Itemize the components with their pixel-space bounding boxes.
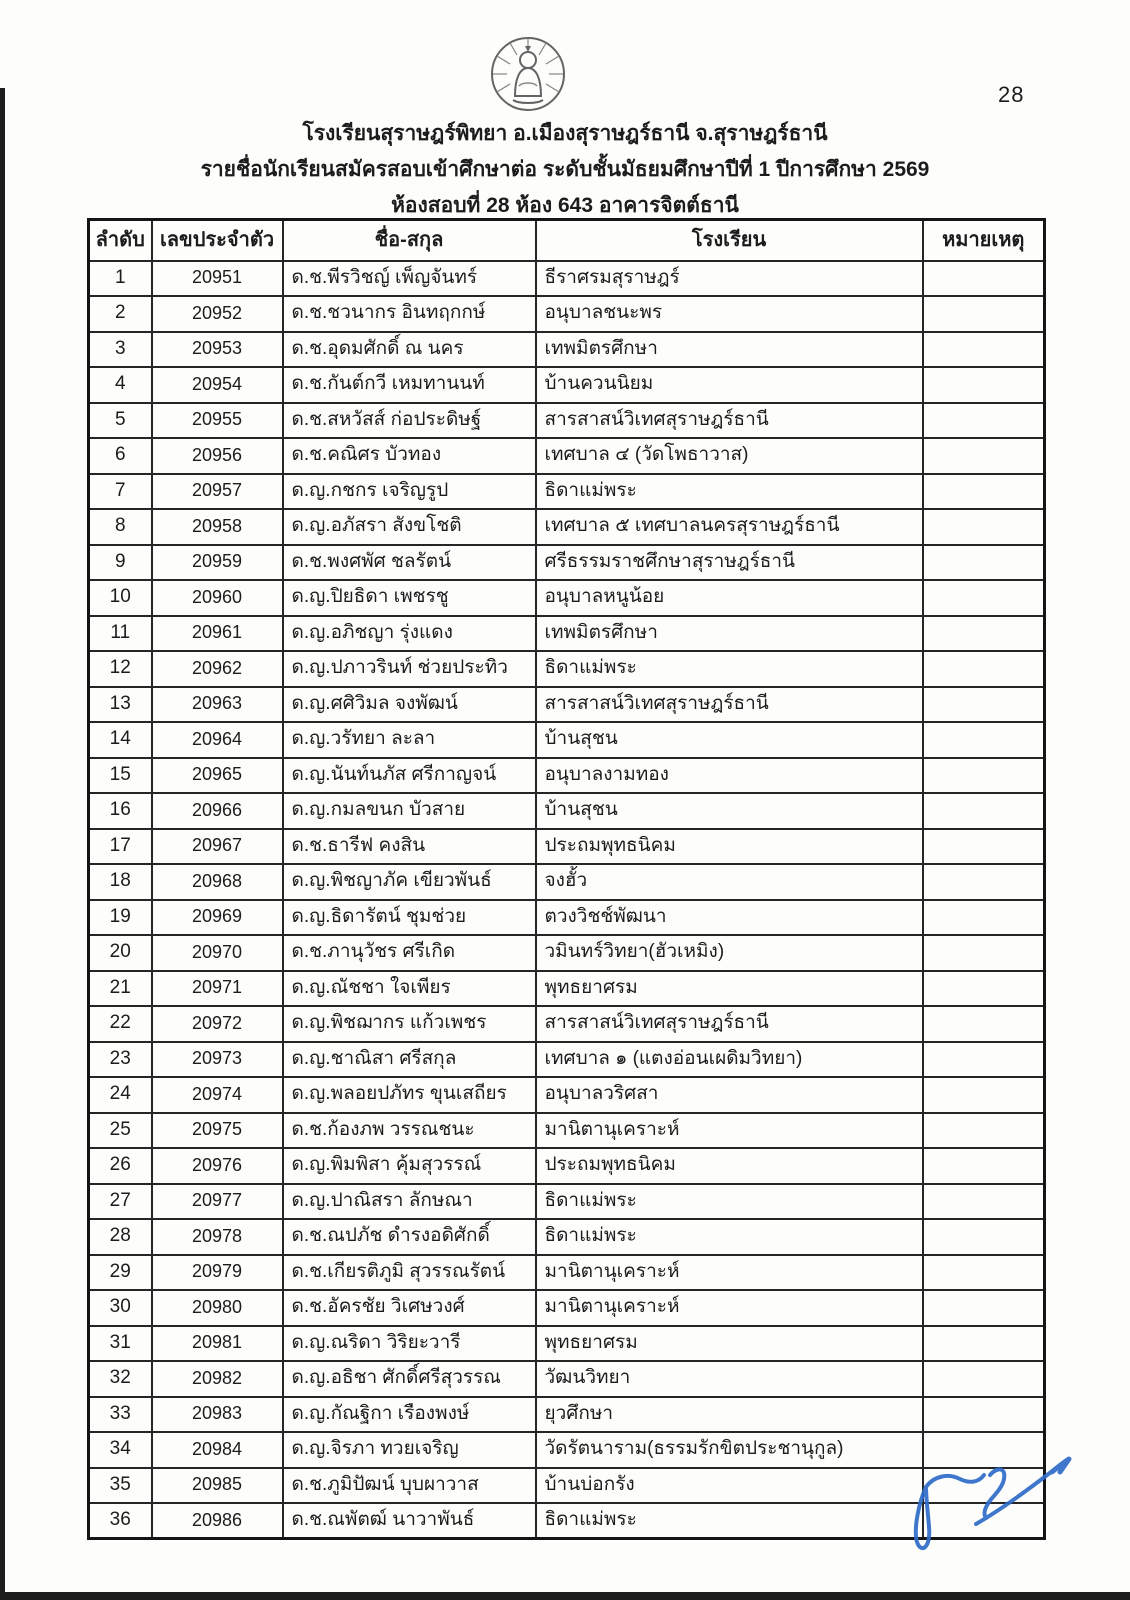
cell-school: อนุบาลชนะพร xyxy=(536,296,923,332)
cell-id: 20983 xyxy=(152,1397,283,1433)
cell-remark xyxy=(923,1113,1045,1149)
cell-name: ด.ญ.ศศิวิมล จงพัฒน์ xyxy=(283,687,536,723)
cell-id: 20973 xyxy=(152,1042,283,1078)
cell-id: 20954 xyxy=(152,367,283,403)
cell-school: ธิดาแม่พระ xyxy=(536,1184,923,1220)
cell-no: 25 xyxy=(89,1113,152,1149)
cell-no: 7 xyxy=(89,474,152,510)
cell-remark xyxy=(923,1290,1045,1326)
cell-no: 23 xyxy=(89,1042,152,1078)
cell-id: 20959 xyxy=(152,545,283,581)
header-cell-school: โรงเรียน xyxy=(536,220,923,261)
table-row xyxy=(89,1397,1045,1433)
table-row xyxy=(89,367,1045,403)
cell-school: มานิตานุเคราะห์ xyxy=(536,1290,923,1326)
cell-id: 20968 xyxy=(152,864,283,900)
cell-name: ด.ช.ก้องภพ วรรณชนะ xyxy=(283,1113,536,1149)
table-header-row xyxy=(89,220,1045,261)
cell-no: 10 xyxy=(89,580,152,616)
table-row xyxy=(89,971,1045,1007)
cell-school: พุทธยาศรม xyxy=(536,971,923,1007)
cell-no: 5 xyxy=(89,403,152,439)
cell-name: ด.ญ.อภิชญา รุ่งแดง xyxy=(283,616,536,652)
cell-school: ธีราศรมสุราษฎร์ xyxy=(536,261,923,297)
cell-remark xyxy=(923,580,1045,616)
cell-name: ด.ช.กันต์กวี เหมทานนท์ xyxy=(283,367,536,403)
cell-no: 15 xyxy=(89,758,152,794)
cell-school: มานิตานุเคราะห์ xyxy=(536,1255,923,1291)
cell-remark xyxy=(923,1397,1045,1433)
cell-id: 20967 xyxy=(152,829,283,865)
table-row xyxy=(89,1255,1045,1291)
cell-id: 20969 xyxy=(152,900,283,936)
cell-name: ด.ญ.กมลขนก บัวสาย xyxy=(283,793,536,829)
cell-no: 16 xyxy=(89,793,152,829)
cell-no: 11 xyxy=(89,616,152,652)
cell-school: เทพมิตรศึกษา xyxy=(536,616,923,652)
cell-name: ด.ญ.พิชฌากร แก้วเพชร xyxy=(283,1006,536,1042)
table-row xyxy=(89,1326,1045,1362)
cell-name: ด.ญ.ธิดารัตน์ ชุมช่วย xyxy=(283,900,536,936)
cell-no: 34 xyxy=(89,1432,152,1468)
table-row xyxy=(89,1219,1045,1255)
cell-id: 20966 xyxy=(152,793,283,829)
cell-school: สารสาสน์วิเทศสุราษฎร์ธานี xyxy=(536,687,923,723)
cell-remark xyxy=(923,1326,1045,1362)
cell-no: 6 xyxy=(89,438,152,474)
cell-school: อนุบาลหนูน้อย xyxy=(536,580,923,616)
cell-remark xyxy=(923,509,1045,545)
table-row xyxy=(89,1361,1045,1397)
cell-no: 21 xyxy=(89,971,152,1007)
cell-name: ด.ช.เกียรติภูมิ สุวรรณรัตน์ xyxy=(283,1255,536,1291)
header-cell-no: ลำดับ xyxy=(89,220,152,261)
cell-no: 4 xyxy=(89,367,152,403)
cell-school: ธิดาแม่พระ xyxy=(536,651,923,687)
cell-id: 20957 xyxy=(152,474,283,510)
cell-school: เทศบาล ๔ (วัดโพธาวาส) xyxy=(536,438,923,474)
cell-school: พุทธยาศรม xyxy=(536,1326,923,1362)
cell-no: 17 xyxy=(89,829,152,865)
cell-remark xyxy=(923,1042,1045,1078)
cell-name: ด.ช.อุดมศักดิ์ ณ นคร xyxy=(283,332,536,368)
scan-edge-bottom xyxy=(0,1592,1130,1600)
cell-no: 32 xyxy=(89,1361,152,1397)
cell-no: 19 xyxy=(89,900,152,936)
cell-name: ด.ญ.พิมพิสา คุ้มสุวรรณ์ xyxy=(283,1148,536,1184)
cell-name: ด.ช.คณิศร บัวทอง xyxy=(283,438,536,474)
cell-no: 22 xyxy=(89,1006,152,1042)
cell-name: ด.ช.ภูมิปัฒน์ บุบผาวาส xyxy=(283,1468,536,1504)
signature-scribble xyxy=(880,1430,1090,1570)
cell-name: ด.ญ.อธิชา ศักดิ์ศรีสุวรรณ xyxy=(283,1361,536,1397)
cell-id: 20985 xyxy=(152,1468,283,1504)
cell-no: 24 xyxy=(89,1077,152,1113)
cell-id: 20986 xyxy=(152,1503,283,1539)
cell-name: ด.ญ.ปาณิสรา ลักษณา xyxy=(283,1184,536,1220)
cell-no: 28 xyxy=(89,1219,152,1255)
cell-id: 20970 xyxy=(152,935,283,971)
cell-no: 33 xyxy=(89,1397,152,1433)
cell-name: ด.ญ.พลอยปภัทร ขุนเสถียร xyxy=(283,1077,536,1113)
cell-school: ธิดาแม่พระ xyxy=(536,474,923,510)
cell-remark xyxy=(923,971,1045,1007)
school-title: โรงเรียนสุราษฎร์พิทยา อ.เมืองสุราษฎร์ธานี จ.สุราษฎร์ธานี xyxy=(302,122,828,145)
cell-remark xyxy=(923,935,1045,971)
applicant-table xyxy=(87,218,1046,1540)
table-row xyxy=(89,935,1045,971)
header-cell-id: เลขประจำตัว xyxy=(152,220,283,261)
table-row xyxy=(89,793,1045,829)
cell-name: ด.ญ.กชกร เจริญรูป xyxy=(283,474,536,510)
table-row xyxy=(89,1006,1045,1042)
table-row xyxy=(89,1113,1045,1149)
cell-no: 30 xyxy=(89,1290,152,1326)
cell-school: ศรีธรรมราชศึกษาสุราษฎร์ธานี xyxy=(536,545,923,581)
cell-remark xyxy=(923,403,1045,439)
table-row xyxy=(89,403,1045,439)
school-emblem-icon xyxy=(489,34,567,114)
cell-remark xyxy=(923,1255,1045,1291)
cell-school: ธิดาแม่พระ xyxy=(536,1219,923,1255)
cell-no: 26 xyxy=(89,1148,152,1184)
cell-id: 20962 xyxy=(152,651,283,687)
cell-school: ตวงวิชช์พัฒนา xyxy=(536,900,923,936)
cell-name: ด.ช.ภานุวัชร ศรีเกิด xyxy=(283,935,536,971)
cell-name: ด.ช.อัครชัย วิเศษวงศ์ xyxy=(283,1290,536,1326)
cell-id: 20971 xyxy=(152,971,283,1007)
cell-remark xyxy=(923,1006,1045,1042)
cell-name: ด.ช.ณปภัช ดำรงอดิศักดิ์ xyxy=(283,1219,536,1255)
cell-remark xyxy=(923,296,1045,332)
cell-school: วัฒนวิทยา xyxy=(536,1361,923,1397)
cell-id: 20953 xyxy=(152,332,283,368)
cell-id: 20955 xyxy=(152,403,283,439)
cell-id: 20952 xyxy=(152,296,283,332)
cell-school: เทศบาล ๕ เทศบาลนครสุราษฎร์ธานี xyxy=(536,509,923,545)
table-row xyxy=(89,1290,1045,1326)
table-row xyxy=(89,758,1045,794)
cell-name: ด.ช.ธารีฟ คงสิน xyxy=(283,829,536,865)
cell-school: อนุบาลวริศสา xyxy=(536,1077,923,1113)
cell-no: 2 xyxy=(89,296,152,332)
cell-no: 13 xyxy=(89,687,152,723)
cell-id: 20982 xyxy=(152,1361,283,1397)
cell-school: สารสาสน์วิเทศสุราษฎร์ธานี xyxy=(536,403,923,439)
cell-no: 18 xyxy=(89,864,152,900)
cell-id: 20963 xyxy=(152,687,283,723)
table-row xyxy=(89,509,1045,545)
cell-id: 20960 xyxy=(152,580,283,616)
cell-remark xyxy=(923,1361,1045,1397)
cell-remark xyxy=(923,367,1045,403)
cell-school: อนุบาลงามทอง xyxy=(536,758,923,794)
cell-remark xyxy=(923,651,1045,687)
header-cell-remark: หมายเหตุ xyxy=(923,220,1045,261)
cell-id: 20975 xyxy=(152,1113,283,1149)
cell-school: เทศบาล ๑ (แตงอ่อนเผดิมวิทยา) xyxy=(536,1042,923,1078)
cell-remark xyxy=(923,616,1045,652)
cell-remark xyxy=(923,545,1045,581)
cell-no: 35 xyxy=(89,1468,152,1504)
cell-remark xyxy=(923,687,1045,723)
cell-no: 12 xyxy=(89,651,152,687)
cell-remark xyxy=(923,261,1045,297)
cell-id: 20976 xyxy=(152,1148,283,1184)
scan-edge-left xyxy=(0,88,5,1600)
table-row xyxy=(89,864,1045,900)
table-row xyxy=(89,722,1045,758)
cell-name: ด.ช.สหวัสส์ ก่อประดิษฐ์ xyxy=(283,403,536,439)
cell-no: 1 xyxy=(89,261,152,297)
cell-no: 20 xyxy=(89,935,152,971)
table-row xyxy=(89,474,1045,510)
table-row xyxy=(89,687,1045,723)
cell-remark xyxy=(923,864,1045,900)
cell-remark xyxy=(923,438,1045,474)
cell-id: 20951 xyxy=(152,261,283,297)
cell-id: 20984 xyxy=(152,1432,283,1468)
cell-name: ด.ญ.ปิยธิดา เพชรชู xyxy=(283,580,536,616)
cell-name: ด.ญ.นันท์นภัส ศรีกาญจน์ xyxy=(283,758,536,794)
cell-id: 20974 xyxy=(152,1077,283,1113)
cell-name: ด.ช.พีรวิชญ์ เพ็ญจันทร์ xyxy=(283,261,536,297)
cell-id: 20964 xyxy=(152,722,283,758)
cell-remark xyxy=(923,474,1045,510)
cell-name: ด.ช.ชวนากร อินทฤกกษ์ xyxy=(283,296,536,332)
table-row xyxy=(89,900,1045,936)
cell-no: 3 xyxy=(89,332,152,368)
table-row xyxy=(89,261,1045,297)
cell-id: 20956 xyxy=(152,438,283,474)
cell-school: มานิตานุเคราะห์ xyxy=(536,1113,923,1149)
table-row xyxy=(89,1042,1045,1078)
table-row xyxy=(89,332,1045,368)
cell-school: บ้านสุชน xyxy=(536,793,923,829)
cell-id: 20965 xyxy=(152,758,283,794)
cell-school: สารสาสน์วิเทศสุราษฎร์ธานี xyxy=(536,1006,923,1042)
cell-school: เทพมิตรศึกษา xyxy=(536,332,923,368)
cell-school: จงฮั้ว xyxy=(536,864,923,900)
cell-school: วมินทร์วิทยา(ฮัวเหมิง) xyxy=(536,935,923,971)
cell-no: 31 xyxy=(89,1326,152,1362)
cell-name: ด.ญ.กัณฐิกา เรืองพงษ์ xyxy=(283,1397,536,1433)
cell-remark xyxy=(923,793,1045,829)
cell-school: วัดรัตนาราม(ธรรมรักขิตประชานุกูล) xyxy=(536,1432,923,1468)
cell-name: ด.ญ.ณัชชา ใจเพียร xyxy=(283,971,536,1007)
table-row xyxy=(89,545,1045,581)
cell-name: ด.ช.ณพัตฒ์ นาวาพันธ์ xyxy=(283,1503,536,1539)
cell-id: 20972 xyxy=(152,1006,283,1042)
cell-remark xyxy=(923,332,1045,368)
header-cell-name: ชื่อ-สกุล xyxy=(283,220,536,261)
cell-id: 20977 xyxy=(152,1184,283,1220)
table-row xyxy=(89,1148,1045,1184)
cell-school: ธิดาแม่พระ xyxy=(536,1503,923,1539)
cell-remark xyxy=(923,900,1045,936)
cell-school: ประถมพุทธนิคม xyxy=(536,829,923,865)
cell-no: 36 xyxy=(89,1503,152,1539)
cell-no: 27 xyxy=(89,1184,152,1220)
cell-id: 20978 xyxy=(152,1219,283,1255)
exam-room-title: ห้องสอบที่ 28 ห้อง 643 อาคารจิตต์ธานี xyxy=(391,194,739,217)
cell-no: 9 xyxy=(89,545,152,581)
cell-remark xyxy=(923,1077,1045,1113)
cell-school: บ้านควนนิยม xyxy=(536,367,923,403)
cell-id: 20981 xyxy=(152,1326,283,1362)
cell-id: 20979 xyxy=(152,1255,283,1291)
table-row xyxy=(89,1184,1045,1220)
cell-remark xyxy=(923,758,1045,794)
table-row xyxy=(89,438,1045,474)
table-row xyxy=(89,616,1045,652)
table-row xyxy=(89,1077,1045,1113)
list-title: รายชื่อนักเรียนสมัครสอบเข้าศึกษาต่อ ระดับชั้นมัธยมศึกษาปีที่ 1 ปีการศึกษา 2569 xyxy=(200,158,930,181)
cell-id: 20980 xyxy=(152,1290,283,1326)
cell-remark xyxy=(923,829,1045,865)
cell-remark xyxy=(923,1219,1045,1255)
cell-no: 29 xyxy=(89,1255,152,1291)
document-header xyxy=(0,116,1130,224)
table-row xyxy=(89,829,1045,865)
cell-id: 20961 xyxy=(152,616,283,652)
cell-name: ด.ช.พงศพัศ ชลรัตน์ xyxy=(283,545,536,581)
cell-name: ด.ญ.ชาณิสา ศรีสกุล xyxy=(283,1042,536,1078)
cell-school: บ้านบ่อกรัง xyxy=(536,1468,923,1504)
cell-no: 8 xyxy=(89,509,152,545)
cell-school: ยุวศึกษา xyxy=(536,1397,923,1433)
cell-name: ด.ญ.อภัสรา สังขโชติ xyxy=(283,509,536,545)
cell-remark xyxy=(923,722,1045,758)
cell-remark xyxy=(923,1184,1045,1220)
cell-school: บ้านสุชน xyxy=(536,722,923,758)
cell-id: 20958 xyxy=(152,509,283,545)
table-row xyxy=(89,580,1045,616)
cell-no: 14 xyxy=(89,722,152,758)
cell-remark xyxy=(923,1148,1045,1184)
cell-school: ประถมพุทธนิคม xyxy=(536,1148,923,1184)
cell-name: ด.ญ.จิรภา ทวยเจริญ xyxy=(283,1432,536,1468)
cell-name: ด.ญ.วรัทยา ละลา xyxy=(283,722,536,758)
table-row xyxy=(89,651,1045,687)
cell-name: ด.ญ.ณริดา วิริยะวารี xyxy=(283,1326,536,1362)
cell-name: ด.ญ.ปภาวรินท์ ช่วยประทิว xyxy=(283,651,536,687)
table-row xyxy=(89,296,1045,332)
page-number: 28 xyxy=(998,82,1025,107)
cell-name: ด.ญ.พิชญาภัค เขียวพันธ์ xyxy=(283,864,536,900)
